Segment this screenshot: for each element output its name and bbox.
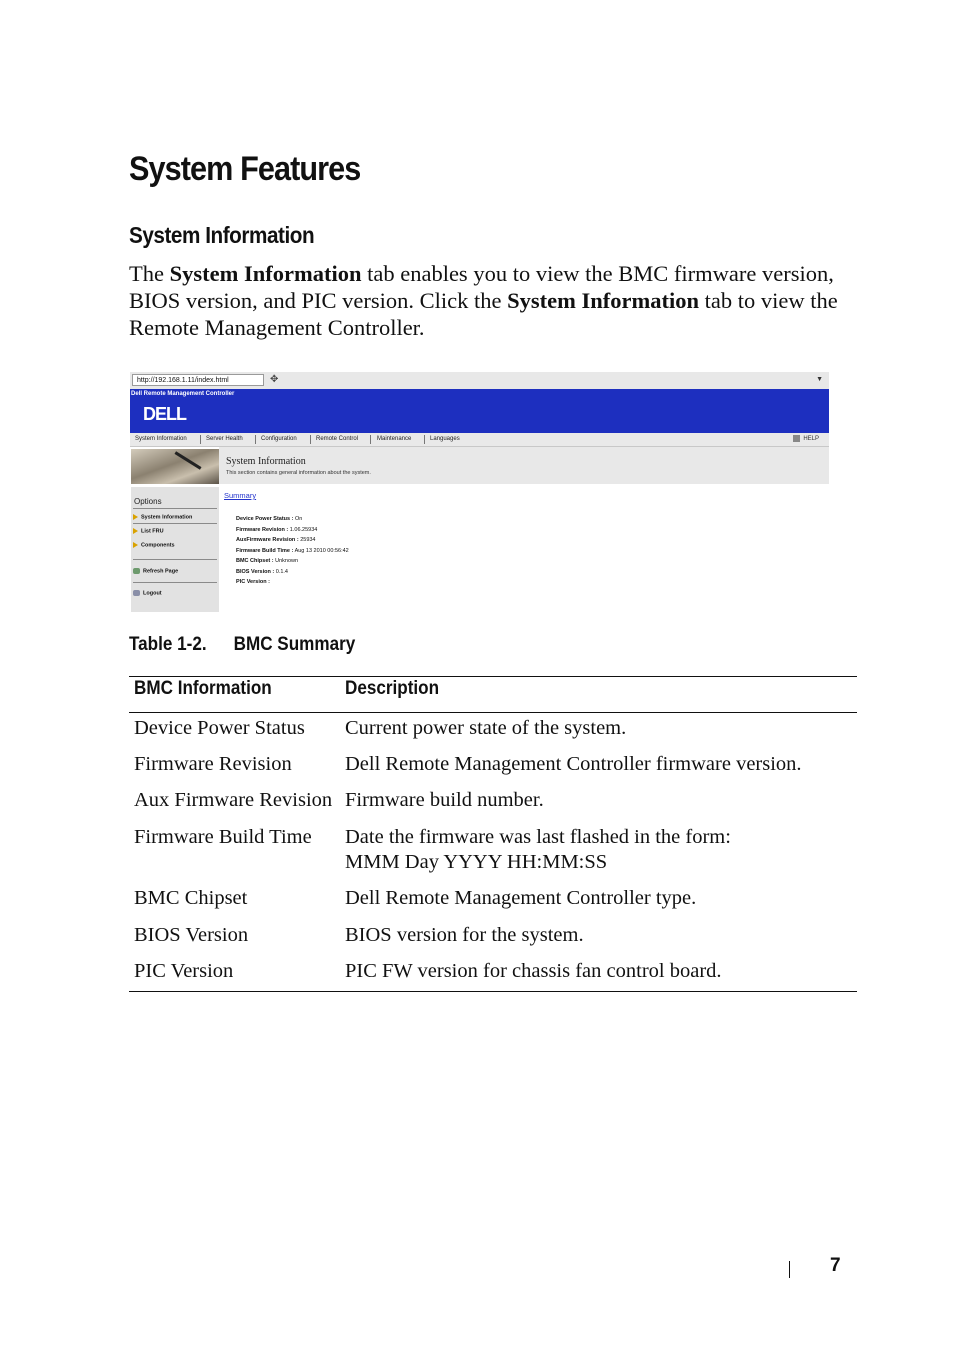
info-value: 0.1.4 bbox=[274, 568, 288, 575]
row-desc-firmware-build-time: Date the firmware was last flashed in the form: bbox=[345, 826, 731, 848]
sidebar-item-label: Components bbox=[141, 542, 175, 549]
sidebar-item-label: Logout bbox=[143, 590, 162, 597]
sidebar-item-components bbox=[133, 542, 175, 548]
row-desc-bmc-chipset: Dell Remote Management Controller type. bbox=[345, 887, 697, 909]
row-desc-aux-firmware-revision: Firmware build number. bbox=[345, 789, 544, 811]
sidebar-item-label: List FRU bbox=[141, 528, 164, 535]
nav-separator bbox=[370, 435, 371, 444]
arrow-bullet-icon bbox=[133, 514, 138, 520]
sidebar-item-label: System Information bbox=[141, 514, 193, 521]
section-title: System Information bbox=[226, 456, 306, 467]
nav-separator bbox=[255, 435, 256, 444]
info-row bbox=[236, 567, 349, 578]
rmc-nav-bar bbox=[130, 433, 829, 447]
sidebar-divider bbox=[133, 523, 217, 524]
rmc-banner bbox=[130, 389, 829, 433]
dropdown-arrow-icon: ▼ bbox=[816, 376, 823, 383]
options-heading: Options bbox=[134, 497, 162, 506]
nav-server-health: Server Health bbox=[206, 436, 243, 442]
browser-tab bbox=[132, 374, 264, 386]
footer-divider bbox=[789, 1261, 790, 1278]
sidebar-item-system-information bbox=[133, 514, 192, 520]
help-label: HELP bbox=[803, 436, 819, 442]
info-value: 1.06.25934 bbox=[288, 526, 318, 533]
info-label: AuxFirmware Revision : bbox=[236, 537, 299, 543]
info-row bbox=[236, 556, 349, 567]
table-header-rule bbox=[129, 712, 857, 713]
rmc-screenshot-figure bbox=[130, 372, 829, 612]
row-info-pic-version: PIC Version bbox=[134, 960, 234, 982]
pen-graphic bbox=[174, 451, 201, 469]
sidebar-divider bbox=[133, 559, 217, 560]
intro-text-2: tab enables you to view the BMC firmware version, BIOS version, and PIC version. Click the bbox=[129, 261, 834, 313]
info-label: PIC Version : bbox=[236, 579, 270, 585]
column-header-bmc-information: BMC Information bbox=[134, 678, 272, 699]
row-info-bios-version: BIOS Version bbox=[134, 924, 249, 946]
info-label: Firmware Revision : bbox=[236, 526, 289, 533]
nav-maintenance: Maintenance bbox=[377, 436, 412, 442]
help-link bbox=[793, 433, 819, 446]
table-caption bbox=[129, 634, 355, 656]
section-header-band bbox=[219, 447, 829, 484]
page-title: System Features bbox=[129, 150, 361, 188]
help-icon bbox=[793, 435, 800, 442]
row-desc-firmware-revision: Dell Remote Management Controller firmware version. bbox=[345, 753, 802, 775]
sidebar-item-refresh-page bbox=[133, 568, 178, 574]
intro-bold-2: System Information bbox=[507, 288, 699, 313]
sidebar-item-label: Refresh Page bbox=[143, 568, 179, 575]
header-photo bbox=[131, 449, 219, 484]
dell-logo: DELL bbox=[143, 404, 186, 424]
info-label: Firmware Build Time : bbox=[236, 547, 294, 554]
table-top-rule bbox=[129, 676, 857, 677]
row-info-bmc-chipset: BMC Chipset bbox=[134, 887, 248, 909]
refresh-icon bbox=[133, 568, 140, 574]
section-heading: System Information bbox=[129, 222, 315, 248]
row-desc-pic-version: PIC FW version for chassis fan control board. bbox=[345, 960, 722, 982]
info-row bbox=[236, 525, 349, 536]
nav-configuration: Configuration bbox=[261, 436, 297, 442]
new-tab-icon: ✥ bbox=[270, 374, 279, 385]
nav-remote-control: Remote Control bbox=[316, 436, 359, 442]
row-info-device-power-status: Device Power Status bbox=[134, 717, 305, 739]
row-desc-device-power-status: Current power state of the system. bbox=[345, 717, 627, 739]
summary-link: Summary bbox=[224, 491, 257, 500]
options-sidebar bbox=[131, 487, 219, 612]
nav-separator bbox=[310, 435, 311, 444]
table-title: BMC Summary bbox=[233, 634, 356, 655]
nav-languages: Languages bbox=[430, 436, 460, 442]
intro-bold-1: System Information bbox=[169, 261, 362, 286]
info-label: Device Power Status : bbox=[236, 516, 294, 522]
row-desc-bios-version: BIOS version for the system. bbox=[345, 924, 584, 946]
info-label: BIOS Version : bbox=[236, 568, 275, 575]
url-text: http://192.168.1.11/index.html bbox=[137, 377, 229, 384]
arrow-bullet-icon bbox=[133, 528, 138, 534]
sidebar-divider bbox=[133, 508, 217, 509]
info-row bbox=[236, 535, 349, 546]
info-value: Aug 13 2010 00:56:42 bbox=[293, 547, 349, 554]
nav-separator bbox=[200, 435, 201, 444]
sidebar-item-logout bbox=[133, 590, 162, 596]
row-info-aux-firmware-revision: Aux Firmware Revision bbox=[134, 789, 333, 811]
info-value: 25934 bbox=[298, 537, 316, 543]
row-info-firmware-revision: Firmware Revision bbox=[134, 753, 292, 775]
info-row bbox=[236, 577, 349, 588]
intro-text-1: The bbox=[129, 261, 170, 286]
info-label: BMC Chipset : bbox=[236, 558, 274, 564]
sidebar-item-list-fru bbox=[133, 528, 164, 534]
intro-paragraph bbox=[129, 260, 859, 341]
section-description: This section contains general information about the system. bbox=[226, 470, 371, 476]
banner-title: Dell Remote Management Controller bbox=[131, 391, 235, 397]
row-info-firmware-build-time: Firmware Build Time bbox=[134, 826, 312, 848]
intro-text-3: tab to view the Remote Management Controller. bbox=[129, 288, 838, 340]
nav-separator bbox=[424, 435, 425, 444]
info-row bbox=[236, 514, 349, 525]
info-row bbox=[236, 546, 349, 557]
row-desc-firmware-build-time-format: MMM Day YYYY HH:MM:SS bbox=[345, 851, 608, 873]
system-info-list bbox=[236, 514, 349, 588]
nav-system-information: System Information bbox=[135, 436, 187, 442]
info-value: Unknown bbox=[273, 558, 299, 564]
arrow-bullet-icon bbox=[133, 542, 138, 548]
table-number: Table 1-2. bbox=[129, 634, 207, 655]
info-value: On bbox=[293, 516, 303, 522]
table-bottom-rule bbox=[129, 991, 857, 992]
page-number: 7 bbox=[830, 1255, 841, 1276]
logout-icon bbox=[133, 590, 140, 596]
browser-address-bar bbox=[130, 372, 829, 390]
sidebar-divider bbox=[133, 582, 217, 583]
column-header-description: Description bbox=[345, 678, 440, 699]
